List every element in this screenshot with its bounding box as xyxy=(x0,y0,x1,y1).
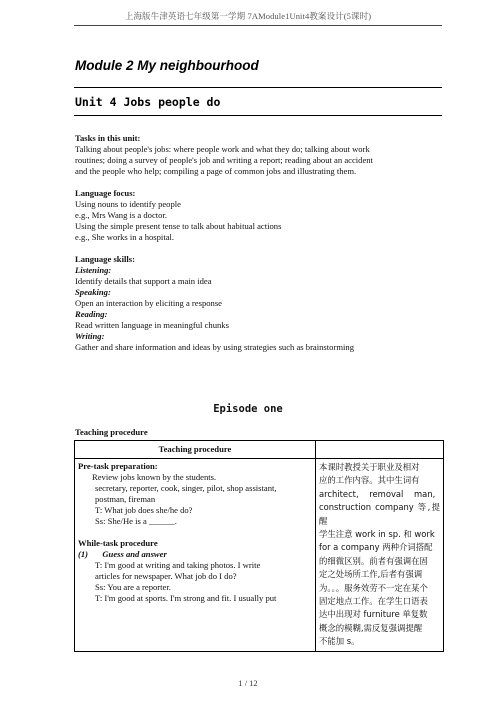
note-line: for a company 两种介词搭配 xyxy=(319,542,433,553)
teaching-procedure-label: Teaching procedure xyxy=(75,427,148,437)
language-focus-heading: Language focus: xyxy=(75,188,136,198)
listening-text: Identify details that support a main idea xyxy=(75,276,212,286)
while-task-item xyxy=(78,549,312,560)
note-line: construction company 等,提醒 xyxy=(319,502,440,526)
module-rule xyxy=(74,87,442,88)
while-task-heading: While-task procedure xyxy=(78,538,158,548)
note-line: 应的工作内容。其中生词有 xyxy=(319,475,420,486)
note-line: architect, removal man, xyxy=(319,488,436,499)
while-task-line: articles for newspaper. What job do I do? xyxy=(95,571,237,581)
page-header: 上海版牛津英语七年级第一学期 7AModule1Unit4教案设计(5课时) xyxy=(124,11,372,21)
reading-text: Read written language in meaningful chunks xyxy=(75,320,229,330)
speaking-label: Speaking: xyxy=(75,287,111,297)
note-line: 的细微区别。前者有强调在固 xyxy=(319,555,428,566)
unit-title: Unit 4 Jobs people do xyxy=(75,95,221,109)
episode-title: Episode one xyxy=(213,403,283,415)
page-number: 1 / 12 xyxy=(238,678,258,688)
procedure-cell xyxy=(75,459,316,652)
while-task-line: Ss: You are a reporter. xyxy=(95,582,171,592)
note-line: 学生注意 work in sp. 和 work xyxy=(319,529,435,540)
teacher-notes-cell xyxy=(316,459,444,652)
language-skills-heading: Language skills: xyxy=(75,254,135,264)
note-line: 定之处场所工作,后者有强调 xyxy=(319,569,423,580)
note-line: 为。。。服务效劳不一定在某个 xyxy=(319,582,428,593)
module-title: Module 2 My neighbourhood xyxy=(75,58,259,73)
pre-task-line: secretary, reporter, cook, singer, pilot, shop assistant, xyxy=(95,483,277,493)
listening-label: Listening: xyxy=(75,265,112,275)
tasks-heading: Tasks in this unit: xyxy=(75,133,141,143)
reading-label: Reading: xyxy=(75,309,108,319)
tasks-line: Talking about people's jobs: where people work and what they do; talking about work xyxy=(75,144,370,154)
note-line: 达中出现对 furniture 单复数 xyxy=(319,609,428,620)
note-line: 概念的模糊,需反复强调提醒 xyxy=(319,622,423,633)
header-rule xyxy=(74,25,442,26)
table-header-notes xyxy=(316,441,444,459)
language-focus-line: Using the simple present tense to talk about habitual actions xyxy=(75,221,282,231)
tasks-line: routines; doing a survey of people's job and writing a report; reading about an accident xyxy=(75,155,373,165)
writing-label: Writing: xyxy=(75,331,105,341)
while-item-number: (1) xyxy=(78,549,89,559)
note-line: 固定地点工作。在学生口语表 xyxy=(319,596,428,607)
speaking-text: Open an interaction by eliciting a response xyxy=(75,298,223,308)
while-task-line: T: I'm good at sports. I'm strong and fit. I usually put xyxy=(95,593,277,603)
unit-rule xyxy=(74,115,442,116)
language-focus-line: e.g., Mrs Wang is a doctor. xyxy=(75,210,167,220)
language-focus-line: e.g., She works in a hospital. xyxy=(75,232,175,242)
table-header: Teaching procedure xyxy=(75,441,316,459)
pre-task-line: postman, fireman xyxy=(95,494,156,504)
pre-task-line: T: What job does she/he do? xyxy=(95,505,193,515)
note-line: 不能加 s。 xyxy=(319,636,360,647)
while-item-title: Guess and answer xyxy=(102,549,167,559)
language-focus-line: Using nouns to identify people xyxy=(75,199,181,209)
unit-overview xyxy=(75,133,445,353)
note-line: 本课时教授关于职业及相对 xyxy=(319,462,420,472)
tasks-line: and the people who help; compiling a page of common jobs and illustrating them. xyxy=(75,166,357,176)
teaching-procedure-table xyxy=(74,440,444,652)
pre-task-line: Review jobs known by the students. xyxy=(92,472,217,482)
pre-task-heading: Pre-task preparation: xyxy=(78,461,158,471)
while-task-line: T: I'm good at writing and taking photos. I write xyxy=(95,560,261,570)
pre-task-line: Ss: She/He is a ______. xyxy=(95,516,177,526)
writing-text: Gather and share information and ideas by using strategies such as brainstorming xyxy=(75,342,354,352)
